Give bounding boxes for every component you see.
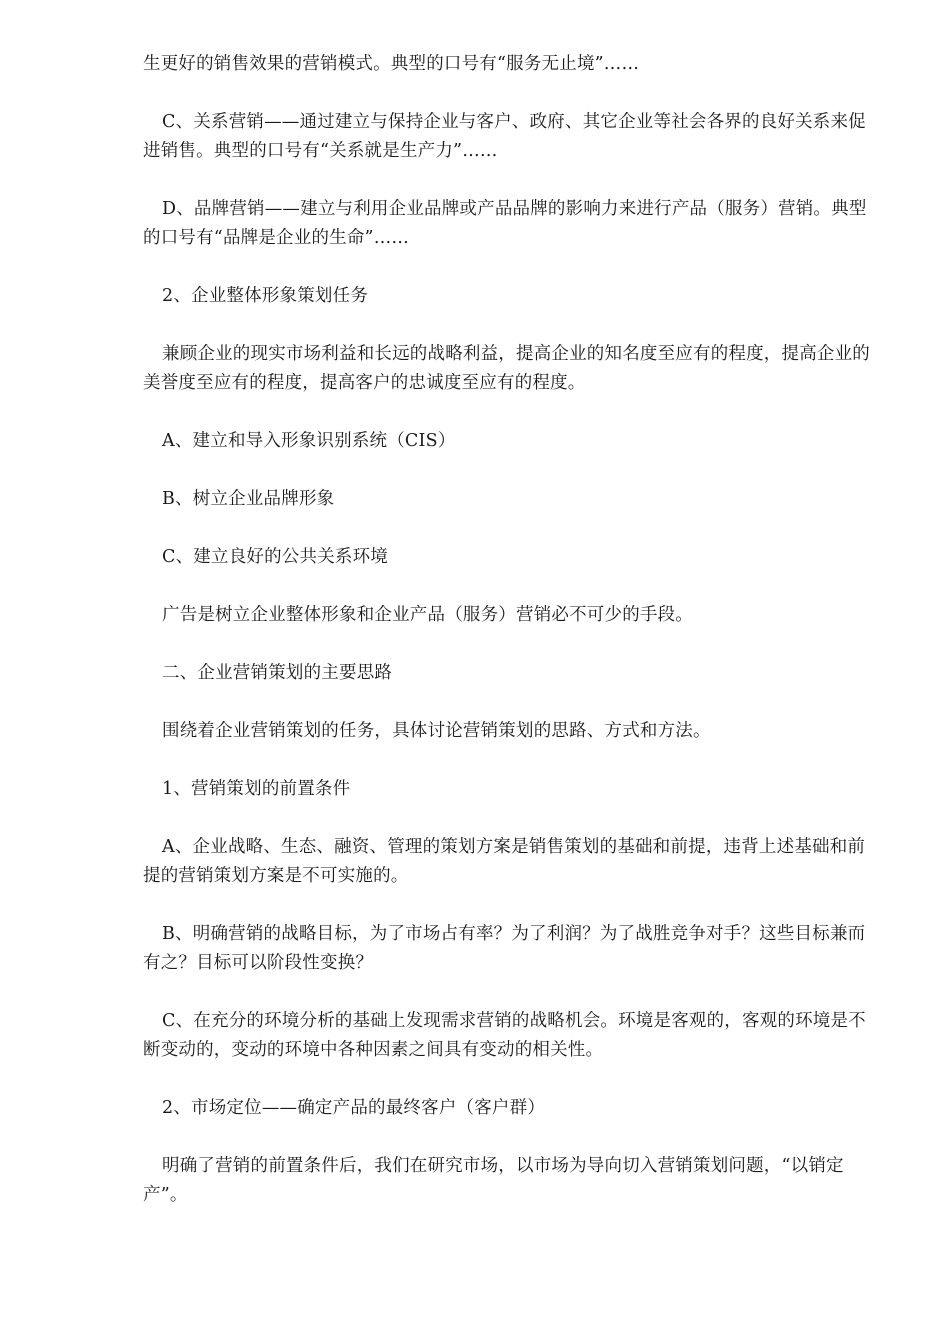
paragraph-brand-marketing: D、品牌营销——建立与利用企业品牌或产品品牌的影响力来进行产品（服务）营销。典型的口号有“品牌是企业的生命”…… bbox=[143, 199, 867, 248]
paragraph-market-positioning: 明确了营销的前置条件后，我们在研究市场，以市场为导向切入营销策划问题，“以销定产”。 bbox=[143, 1156, 844, 1205]
paragraph-continuation: 生更好的销售效果的营销模式。典型的口号有“服务无止境”…… bbox=[143, 54, 640, 74]
paragraph-image-goals: 兼顾企业的现实市场利益和长远的战略利益，提高企业的知名度至应有的程度，提高企业的美誉度至应有的程度，提高客户的忠诚度至应有的程度。 bbox=[143, 344, 870, 393]
heading-preconditions: 1、营销策划的前置条件 bbox=[162, 779, 351, 799]
heading-corporate-image-task: 2、企业整体形象策划任务 bbox=[162, 286, 369, 306]
document-page bbox=[143, 50, 871, 1239]
list-item-public-relations: C、建立良好的公共关系环境 bbox=[162, 547, 388, 567]
list-item-precondition-b: B、明确营销的战略目标，为了市场占有率？为了利润？为了战胜竞争对手？这些目标兼而有之？目标可以阶段性变换？ bbox=[143, 924, 866, 973]
heading-marketing-ideas: 二、企业营销策划的主要思路 bbox=[162, 663, 393, 683]
paragraph-advertising: 广告是树立企业整体形象和企业产品（服务）营销必不可少的手段。 bbox=[162, 605, 693, 625]
list-item-precondition-a: A、企业战略、生态、融资、管理的策划方案是销售策划的基础和前提，违背上述基础和前提的营销策划方案是不可实施的。 bbox=[143, 837, 866, 886]
list-item-cis: A、建立和导入形象识别系统（CIS） bbox=[162, 431, 456, 451]
list-item-precondition-c: C、在充分的环境分析的基础上发现需求营销的战略机会。环境是客观的，客观的环境是不断变动的，变动的环境中各种因素之间具有变动的相关性。 bbox=[143, 1011, 866, 1060]
list-item-brand-image: B、树立企业品牌形象 bbox=[162, 489, 335, 509]
paragraph-relationship-marketing: C、关系营销——通过建立与保持企业与客户、政府、其它企业等社会各界的良好关系来促进销售。典型的口号有“关系就是生产力”…… bbox=[143, 112, 866, 161]
heading-market-positioning: 2、市场定位——确定产品的最终客户（客户群） bbox=[162, 1098, 546, 1118]
paragraph-marketing-ideas-intro: 围绕着企业营销策划的任务，具体讨论营销策划的思路、方式和方法。 bbox=[162, 721, 711, 741]
